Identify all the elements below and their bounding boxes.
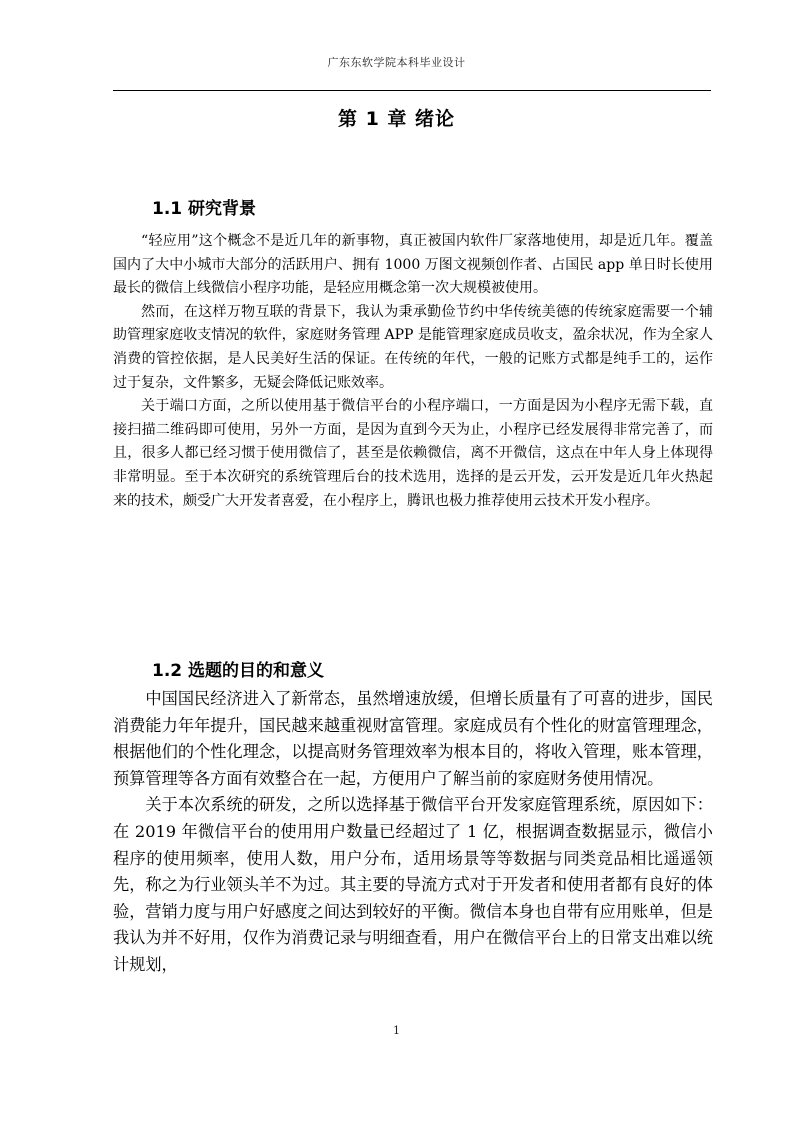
paragraph: 中国国民经济进入了新常态，虽然增速放缓，但增长质量有了可喜的进步，国民消费能力年年提升，国民越来越重视财富管理。家庭成员有个性化的财富管理理念，根据他们的个性化理念，以提高财务管理效率为根本目的，将收入管理，账本管理，预算管理等各方面有效整合在一起，方便用户了解当前的家庭财务使用情况。	[113, 689, 713, 788]
section-title-research-background: 1.1 研究背景	[152, 199, 257, 219]
section-title-purpose-significance: 1.2 选题的目的和意义	[152, 661, 325, 681]
section-body-purpose-significance	[113, 686, 713, 979]
paragraph: “轻应用”这个概念不是近几年的新事物，真正被国内软件厂家落地使用，却是近几年。覆盖国内了大中小城市大部分的活跃用户、拥有 1000 万图文视频创作者、占国民 app 单日时长使用最长的微信上线微信小程序功能，是轻应用概念第一次大规模被使用。	[113, 233, 713, 297]
section-body-research-background	[113, 230, 713, 513]
paragraph: 关于本次系统的研发，之所以选择基于微信平台开发家庭管理系统，原因如下：在 2019 年微信平台的使用用户数量已经超过了 1 亿，根据调查数据显示，微信小程序的使用频率，使用人数，用户分布，适用场景等等数据与同类竞品相比遥遥领先，称之为行业领头羊不为过。其主要的导流方式对于开发者和使用者都有良好的体验，营销力度与用户好感度之间达到较好的平衡。微信本身也自带有应用账单，但是我认为并不好用，仅作为消费记录与明细查看，用户在微信平台上的日常支出难以统计规划，	[113, 795, 713, 974]
page-number: 1	[393, 1024, 400, 1037]
page-header: 广东东软学院本科毕业设计	[327, 56, 466, 69]
chapter-title: 第 1 章 绪论	[337, 108, 456, 130]
header-divider	[113, 90, 711, 91]
paragraph: 然而，在这样万物互联的背景下，我认为秉承勤俭节约中华传统美德的传统家庭需要一个辅助管理家庭收支情况的软件，家庭财务管理 APP 是能管理家庭成员收支，盈余状况，作为全家人消费的管控依据，是人民美好生活的保证。在传统的年代，一般的记账方式都是纯手工的，运作过于复杂，文件繁多，无疑会降低记账效率。	[113, 303, 713, 391]
paragraph: 关于端口方面，之所以使用基于微信平台的小程序端口，一方面是因为小程序无需下载，直接扫描二维码即可使用，另外一方面，是因为直到今天为止，小程序已经发展得非常完善了，而且，很多人都已经习惯于使用微信了，甚至是依赖微信，离不开微信，这点在中年人身上体现得非常明显。至于本次研究的系统管理后台的技术选用，选择的是云开发，云开发是近几年火热起来的技术，颇受广大开发者喜爱，在小程序上，腾讯也极力推荐使用云技术开发小程序。	[113, 398, 713, 509]
